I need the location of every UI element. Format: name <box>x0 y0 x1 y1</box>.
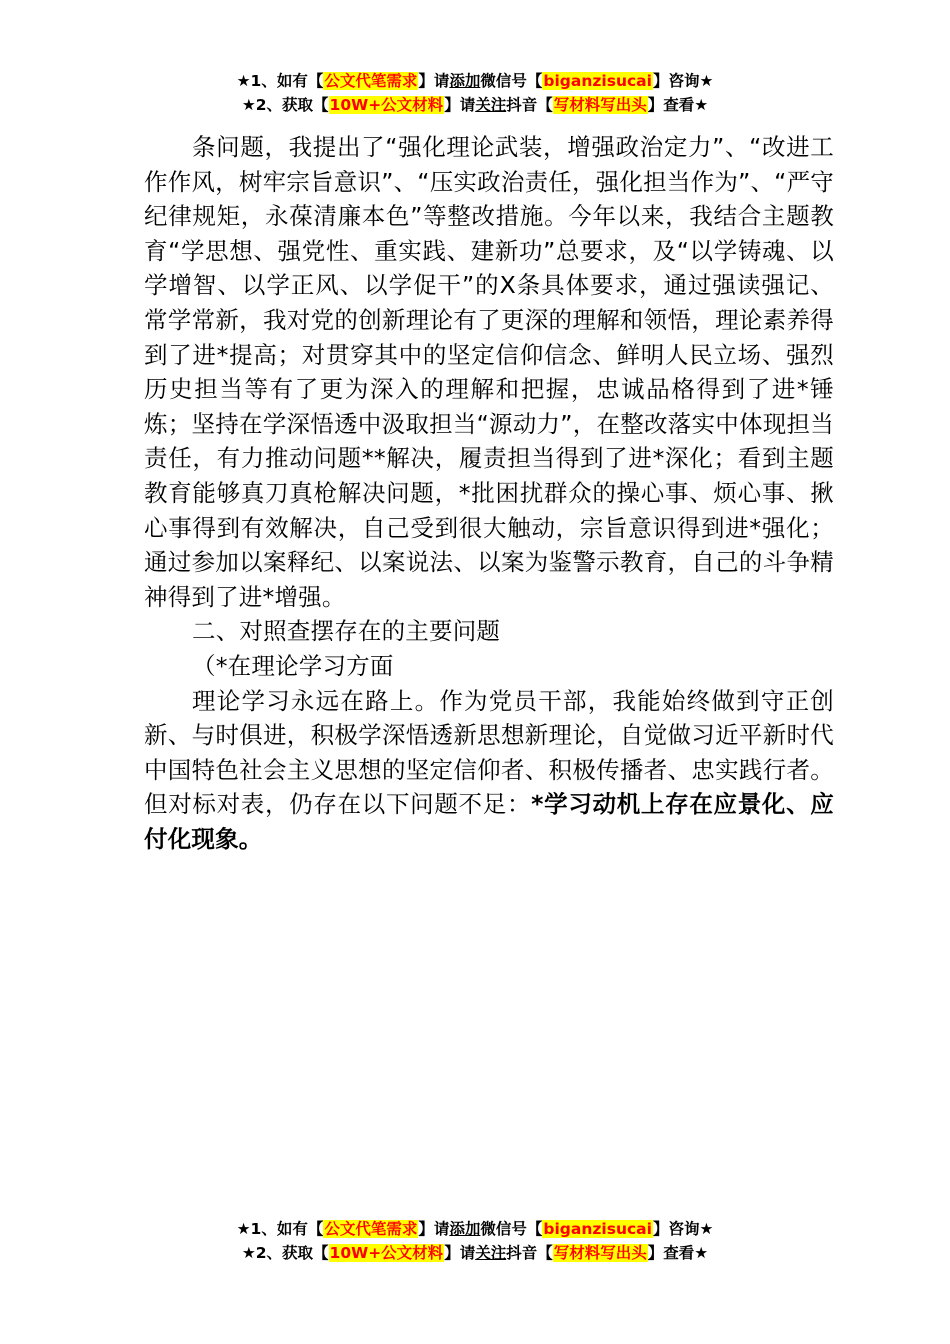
subsection-heading: （*在理论学习方面 <box>192 651 394 680</box>
highlight-service: 公文代笔需求 <box>324 72 418 90</box>
banner-line-2 <box>0 1241 950 1265</box>
document-body <box>144 130 834 856</box>
highlight-materials: 10W+公文材料 <box>329 96 444 114</box>
banner-line-1 <box>0 1217 950 1241</box>
header-banner <box>0 69 950 117</box>
banner-text: 】请 <box>444 1244 476 1262</box>
banner-line-2 <box>0 93 950 117</box>
banner-underlined: 添加 <box>449 72 481 90</box>
banner-text: ★2、获取【 <box>241 96 329 114</box>
banner-text: 】咨询★ <box>652 1220 714 1238</box>
banner-text: 抖音【 <box>506 1244 553 1262</box>
banner-text: ★2、获取【 <box>241 1244 329 1262</box>
highlight-service: 公文代笔需求 <box>324 1220 418 1238</box>
banner-text: 微信号【 <box>480 1220 543 1238</box>
banner-underlined: 关注 <box>475 1244 507 1262</box>
banner-text: ★1、如有【 <box>236 1220 324 1238</box>
paragraph-2-text: 理论学习永远在路上。作为党员干部，我能始终做到守正创新、与时俱进，积极学深悟透新思想新理论，自觉做习近平新时代中国特色社会主义思想的坚定信仰者、积极传播者、忠实践行者。但对标对表，仍存在以下问题不足： <box>144 686 834 819</box>
footer-banner <box>0 1217 950 1265</box>
banner-text: 】请 <box>444 96 476 114</box>
paragraph-1: 条问题，我提出了“强化理论武装，增强政治定力”、“改进工作作风，树牢宗旨意识”、“压实政治责任，强化担当作为”、“严守纪律规矩，永葆清廉本色”等整改措施。今年以来，我结合主题教育“学思想、强党性、重实践、建新功”总要求，及“以学铸魂、以学增智、以学正风、以学促干”的X条具体要求，通过强读强记、常学常新，我对党的创新理论有了更深的理解和领悟，理论素养得到了进*提高；对贯穿其中的坚定信仰信念、鲜明人民立场、强烈历史担当等有了更为深入的理解和把握，忠诚品格得到了进*锤炼；坚持在学深悟透中汲取担当“源动力”，在整改落实中体现担当责任，有力推动问题**解决，履责担当得到了进*深化；看到主题教育能够真刀真枪解决问题，*批困扰群众的操心事、烦心事、揪心事得到有效解决，自己受到很大触动，宗旨意识得到进*强化；通过参加以案释纪、以案说法、以案为鉴警示教育，自己的斗争精神得到了进*增强。 <box>144 133 834 611</box>
banner-text: 】请 <box>418 72 450 90</box>
banner-text: 】请 <box>418 1220 450 1238</box>
banner-line-1 <box>0 69 950 93</box>
paragraph-2 <box>144 684 834 857</box>
banner-text: ★1、如有【 <box>236 72 324 90</box>
highlight-douyin: 写材料写出头 <box>553 96 647 114</box>
banner-underlined: 关注 <box>475 96 507 114</box>
banner-text: 】查看★ <box>647 96 709 114</box>
banner-text: 】咨询★ <box>652 72 714 90</box>
banner-text: 微信号【 <box>480 72 543 90</box>
banner-underlined: 添加 <box>449 1220 481 1238</box>
highlight-materials: 10W+公文材料 <box>329 1244 444 1262</box>
paragraph-2-bold-text: *学习动机上存在应景化、应付化现象。 <box>144 790 835 853</box>
highlight-wechat-id: biganzisucai <box>543 1220 652 1238</box>
banner-text: 抖音【 <box>506 96 553 114</box>
section-heading: 二、对照查摆存在的主要问题 <box>192 617 501 646</box>
highlight-wechat-id: biganzisucai <box>543 72 652 90</box>
banner-text: 】查看★ <box>647 1244 709 1262</box>
highlight-douyin: 写材料写出头 <box>553 1244 647 1262</box>
